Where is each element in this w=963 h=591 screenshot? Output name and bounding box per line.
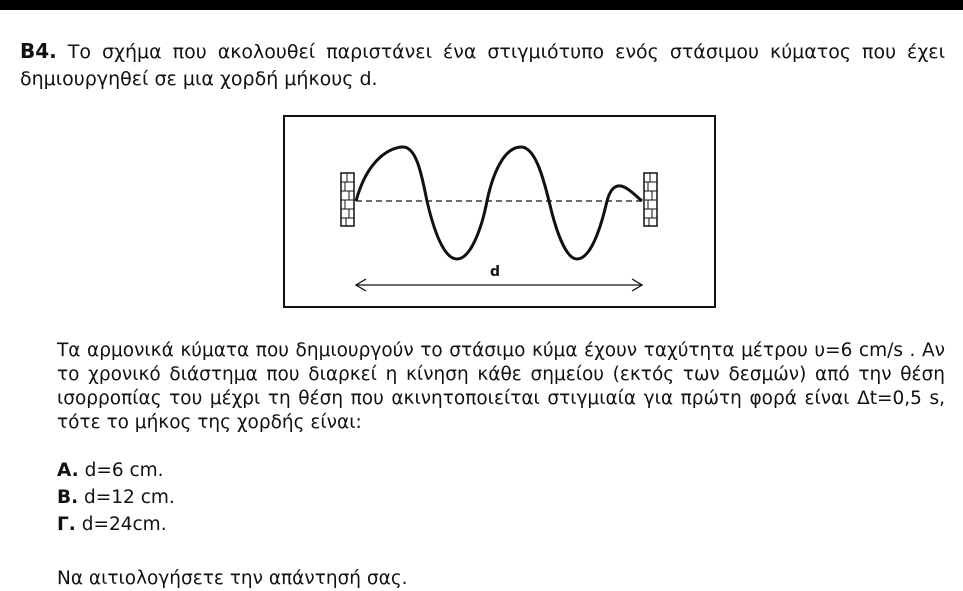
- question-intro-text: Το σχήμα που ακολουθεί παριστάνει ένα στιγμιότυπο ενός στάσιμου κύματος που έχει δημιουργηθεί σε μια χορδή μήκους d.: [20, 41, 945, 90]
- standing-wave-diagram: [285, 117, 718, 310]
- option-b: [57, 486, 175, 510]
- question-intro: [20, 38, 945, 93]
- option-b-text: d=12 cm.: [84, 487, 175, 508]
- question-label: B4.: [20, 39, 57, 63]
- length-arrow: [356, 279, 642, 291]
- justify-instruction: Να αιτιολογήσετε την απάντησή σας.: [57, 568, 408, 589]
- wave-curve: [356, 147, 642, 259]
- option-c-text: d=24cm.: [81, 514, 167, 535]
- top-bar: [0, 0, 963, 10]
- option-a: [57, 459, 164, 483]
- standing-wave-figure: [283, 115, 716, 308]
- option-c: [57, 513, 167, 537]
- length-label: d: [490, 264, 501, 280]
- option-c-letter: Γ.: [57, 514, 76, 535]
- option-a-letter: A.: [57, 460, 79, 481]
- right-wall: [644, 173, 657, 226]
- option-b-letter: B.: [57, 487, 79, 508]
- option-a-text: d=6 cm.: [84, 460, 164, 481]
- problem-text: Τα αρμονικά κύματα που δημιουργούν το στάσιμο κύμα έχουν ταχύτητα μέτρου υ=6 cm/s . Αν το χρονικό διάστημα που διαρκεί η κίνηση κάθε σημείου (εκτός των δεσμών) από την θέση ισορροπίας του μέχρι τη θέση που ακινητοποιείται στιγμιαία για πρώτη φορά είναι Δt=0,5 s, τότε το μήκος της χορδής είναι:: [57, 340, 945, 433]
- left-wall: [341, 173, 354, 226]
